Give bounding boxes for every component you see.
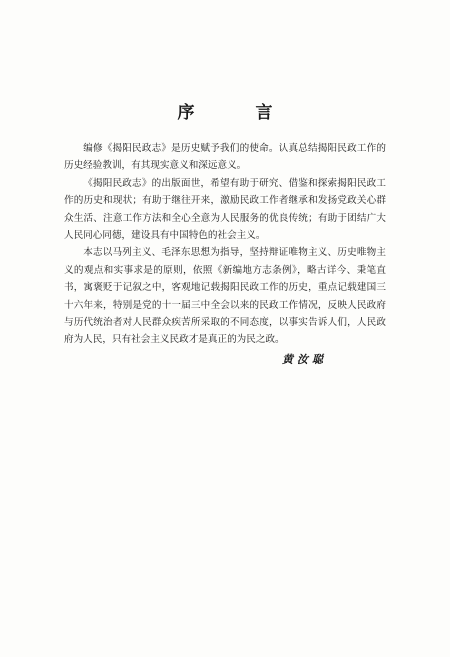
paragraph-3: 本志以马列主义、毛泽东思想为指导，坚持辩证唯物主义、历史唯物主义的观点和实事求是的原则，依照《新编地方志条例》，略古详今、秉笔直书，寓褒贬于记叙之中，客观地记载揭阳民政工作的历史，重点记载建国三十六年来，特别是党的十一届三中全会以来的民政工作情况，反映人民政府与历代统治者对人民群众疾苦所采取的不同态度，以事实告诉人们，人民政府为人民，只有社会主义民政才是真正的为民之政。	[64, 247, 386, 346]
paragraph-1: 编修《揭阳民政志》是历史赋予我们的使命。认真总结揭阳民政工作的历史经验教训，有其现实意义和深远意义。	[64, 143, 386, 172]
paragraph-2: 《揭阳民政志》的出版面世，希望有助于研究、借鉴和探索揭阳民政工作的历史和现状；有助于继往开来，激励民政工作者继承和发扬党政关心群众生活、注意工作方法和全心全意为人民服务的优良传统；有助于团结广大人民同心同德，建设具有中国特色的社会主义。	[64, 177, 386, 242]
page-title: 序 言	[177, 103, 295, 123]
preface-body	[64, 140, 386, 349]
author-signature: 黄汝聪	[282, 353, 327, 366]
